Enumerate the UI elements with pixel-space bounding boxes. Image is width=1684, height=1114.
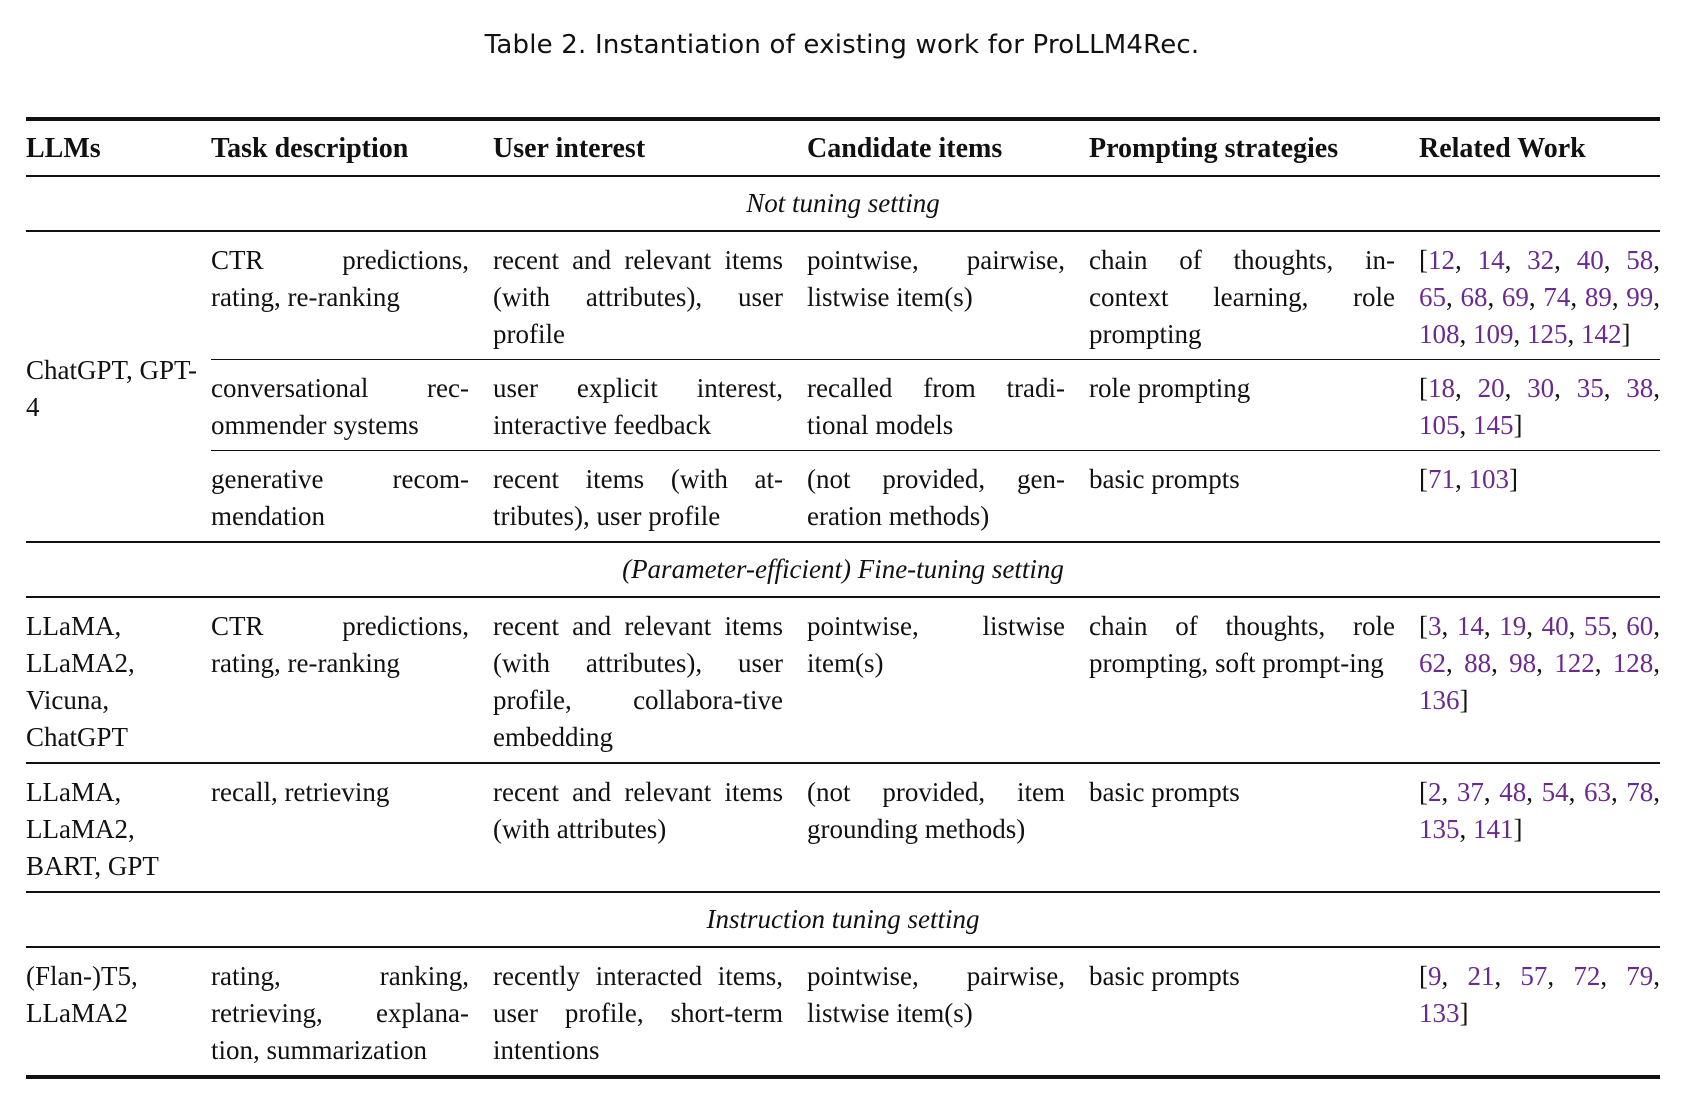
citation-link[interactable]: 58 <box>1626 245 1654 275</box>
citation-link[interactable]: 136 <box>1419 685 1460 715</box>
citation-link[interactable]: 103 <box>1468 464 1509 494</box>
ref-close-bracket: ] <box>1509 464 1518 494</box>
citation-link[interactable]: 69 <box>1501 282 1529 312</box>
llm-cell: ChatGPT, GPT-4 <box>26 231 211 542</box>
prompting-cell: chain of thoughts, in-context learning, role prompting <box>1089 231 1419 360</box>
citation-link[interactable]: 71 <box>1428 464 1455 494</box>
header-user-interest: User interest <box>493 119 807 176</box>
section-header-fine-tuning <box>26 542 1660 597</box>
task-cell: CTR predictions, rating, re-ranking <box>211 231 493 360</box>
task-cell: recall, retrieving <box>211 763 493 892</box>
table-row <box>26 360 1660 451</box>
section-title: (Parameter-efficient) Fine-tuning setting <box>26 542 1660 597</box>
citation-link[interactable]: 135 <box>1419 814 1460 844</box>
table-row <box>26 231 1660 360</box>
table-row <box>26 947 1660 1077</box>
header-candidate-items: Candidate items <box>807 119 1089 176</box>
citation-link[interactable]: 12 <box>1428 245 1455 275</box>
related-work-cell: [2, 37, 48, 54, 63, 78, 135, 141] <box>1419 763 1660 892</box>
citation-link[interactable]: 55 <box>1583 611 1611 641</box>
citation-link[interactable]: 2 <box>1428 777 1442 807</box>
llm-cell: LLaMA, LLaMA2, BART, GPT <box>26 763 211 892</box>
citation-link[interactable]: 9 <box>1428 961 1442 991</box>
citation-link[interactable]: 78 <box>1626 777 1654 807</box>
citation-link[interactable]: 37 <box>1456 777 1484 807</box>
candidates-cell: (not provided, gen-eration methods) <box>807 451 1089 543</box>
table-header-row <box>26 119 1660 176</box>
citation-link[interactable]: 128 <box>1612 648 1654 678</box>
task-cell: rating, ranking, retrieving, explana-tion, summarization <box>211 947 493 1077</box>
interest-cell: user explicit interest, interactive feedback <box>493 360 807 451</box>
citation-link[interactable]: 125 <box>1527 319 1568 349</box>
citation-link[interactable]: 145 <box>1473 410 1514 440</box>
candidates-cell: pointwise, listwise item(s) <box>807 597 1089 763</box>
interest-cell: recent and relevant items (with attributes), user profile, collabora-tive embedding <box>493 597 807 763</box>
citation-link[interactable]: 57 <box>1520 961 1548 991</box>
ref-close-bracket: ] <box>1459 998 1469 1028</box>
llm-cell: LLaMA, LLaMA2, Vicuna, ChatGPT <box>26 597 211 763</box>
section-header-instruction-tuning <box>26 892 1660 947</box>
candidates-cell: pointwise, pairwise, listwise item(s) <box>807 947 1089 1077</box>
ref-close-bracket: ] <box>1459 685 1469 715</box>
citation-link[interactable]: 40 <box>1576 245 1604 275</box>
interest-cell: recently interacted items, user profile, short-term intentions <box>493 947 807 1077</box>
related-work-cell: [9, 21, 57, 72, 79, 133] <box>1419 947 1660 1077</box>
header-prompting-strategies: Prompting strategies <box>1089 119 1419 176</box>
citation-link[interactable]: 20 <box>1477 373 1505 403</box>
table-caption: Table 2. Instantiation of existing work for ProLLM4Rec. <box>484 30 1200 60</box>
citation-link[interactable]: 122 <box>1554 648 1595 678</box>
table-row <box>26 451 1660 543</box>
citation-link[interactable]: 98 <box>1509 648 1537 678</box>
citation-link[interactable]: 30 <box>1527 373 1555 403</box>
section-header-not-tuning <box>26 176 1660 231</box>
header-related-work: Related Work <box>1419 119 1660 176</box>
section-title: Instruction tuning setting <box>26 892 1660 947</box>
interest-cell: recent and relevant items (with attributes), user profile <box>493 231 807 360</box>
interest-cell: recent and relevant items (with attributes) <box>493 763 807 892</box>
citation-link[interactable]: 60 <box>1626 611 1654 641</box>
citation-link[interactable]: 18 <box>1428 373 1455 403</box>
citation-link[interactable]: 40 <box>1541 611 1569 641</box>
header-task-description: Task description <box>211 119 493 176</box>
citation-link[interactable]: 89 <box>1584 282 1612 312</box>
citation-link[interactable]: 32 <box>1527 245 1555 275</box>
table-row <box>26 763 1660 892</box>
candidates-cell: pointwise, pairwise, listwise item(s) <box>807 231 1089 360</box>
citation-link[interactable]: 105 <box>1419 410 1460 440</box>
interest-cell: recent items (with at-tributes), user profile <box>493 451 807 543</box>
header-llms: LLMs <box>26 119 211 176</box>
citation-link[interactable]: 62 <box>1419 648 1446 678</box>
citation-link[interactable]: 88 <box>1464 648 1492 678</box>
citation-link[interactable]: 63 <box>1583 777 1611 807</box>
citation-link[interactable]: 65 <box>1419 282 1446 312</box>
task-cell: CTR predictions, rating, re-ranking <box>211 597 493 763</box>
citation-link[interactable]: 54 <box>1541 777 1569 807</box>
ref-open-bracket: [ <box>1419 777 1428 807</box>
task-cell: generative recom-mendation <box>211 451 493 543</box>
citation-link[interactable]: 133 <box>1419 998 1460 1028</box>
citation-link[interactable]: 19 <box>1499 611 1527 641</box>
citation-link[interactable]: 79 <box>1626 961 1654 991</box>
citation-link[interactable]: 142 <box>1581 319 1622 349</box>
citation-link[interactable]: 108 <box>1419 319 1460 349</box>
ref-open-bracket: [ <box>1419 245 1428 275</box>
citation-link[interactable]: 14 <box>1477 245 1505 275</box>
citation-link[interactable]: 141 <box>1473 814 1514 844</box>
related-work-cell: [3, 14, 19, 40, 55, 60, 62, 88, 98, 122, 128, 136] <box>1419 597 1660 763</box>
candidates-cell: recalled from tradi-tional models <box>807 360 1089 451</box>
ref-open-bracket: [ <box>1419 464 1428 494</box>
citation-link[interactable]: 99 <box>1626 282 1654 312</box>
prompting-cell: role prompting <box>1089 360 1419 451</box>
section-title: Not tuning setting <box>26 176 1660 231</box>
citation-link[interactable]: 72 <box>1573 961 1601 991</box>
citation-link[interactable]: 68 <box>1460 282 1488 312</box>
citation-link[interactable]: 3 <box>1428 611 1442 641</box>
task-cell: conversational rec-ommender systems <box>211 360 493 451</box>
llm-cell: (Flan-)T5, LLaMA2 <box>26 947 211 1077</box>
citation-link[interactable]: 74 <box>1543 282 1571 312</box>
citation-link[interactable]: 109 <box>1473 319 1514 349</box>
prompting-cell: basic prompts <box>1089 947 1419 1077</box>
table-row <box>26 597 1660 763</box>
ref-open-bracket: [ <box>1419 611 1428 641</box>
prompting-cell: basic prompts <box>1089 763 1419 892</box>
citation-link[interactable]: 38 <box>1626 373 1654 403</box>
related-work-cell: [12, 14, 32, 40, 58, 65, 68, 69, 74, 89, 99, 108, 109, 125, 142] <box>1419 231 1660 360</box>
citation-link[interactable]: 14 <box>1456 611 1484 641</box>
prompting-cell: chain of thoughts, role prompting, soft prompt-ing <box>1089 597 1419 763</box>
ref-close-bracket: ] <box>1513 814 1523 844</box>
prompting-cell: basic prompts <box>1089 451 1419 543</box>
table-container <box>26 117 1660 1079</box>
ref-open-bracket: [ <box>1419 961 1428 991</box>
candidates-cell: (not provided, item grounding methods) <box>807 763 1089 892</box>
ref-close-bracket: ] <box>1621 319 1631 349</box>
ref-open-bracket: [ <box>1419 373 1428 403</box>
instantiation-table <box>26 117 1660 1079</box>
citation-link[interactable]: 21 <box>1467 961 1495 991</box>
citation-link[interactable]: 48 <box>1499 777 1527 807</box>
citation-link[interactable]: 35 <box>1576 373 1604 403</box>
related-work-cell: [71, 103] <box>1419 451 1660 543</box>
related-work-cell: [18, 20, 30, 35, 38, 105, 145] <box>1419 360 1660 451</box>
ref-close-bracket: ] <box>1513 410 1523 440</box>
